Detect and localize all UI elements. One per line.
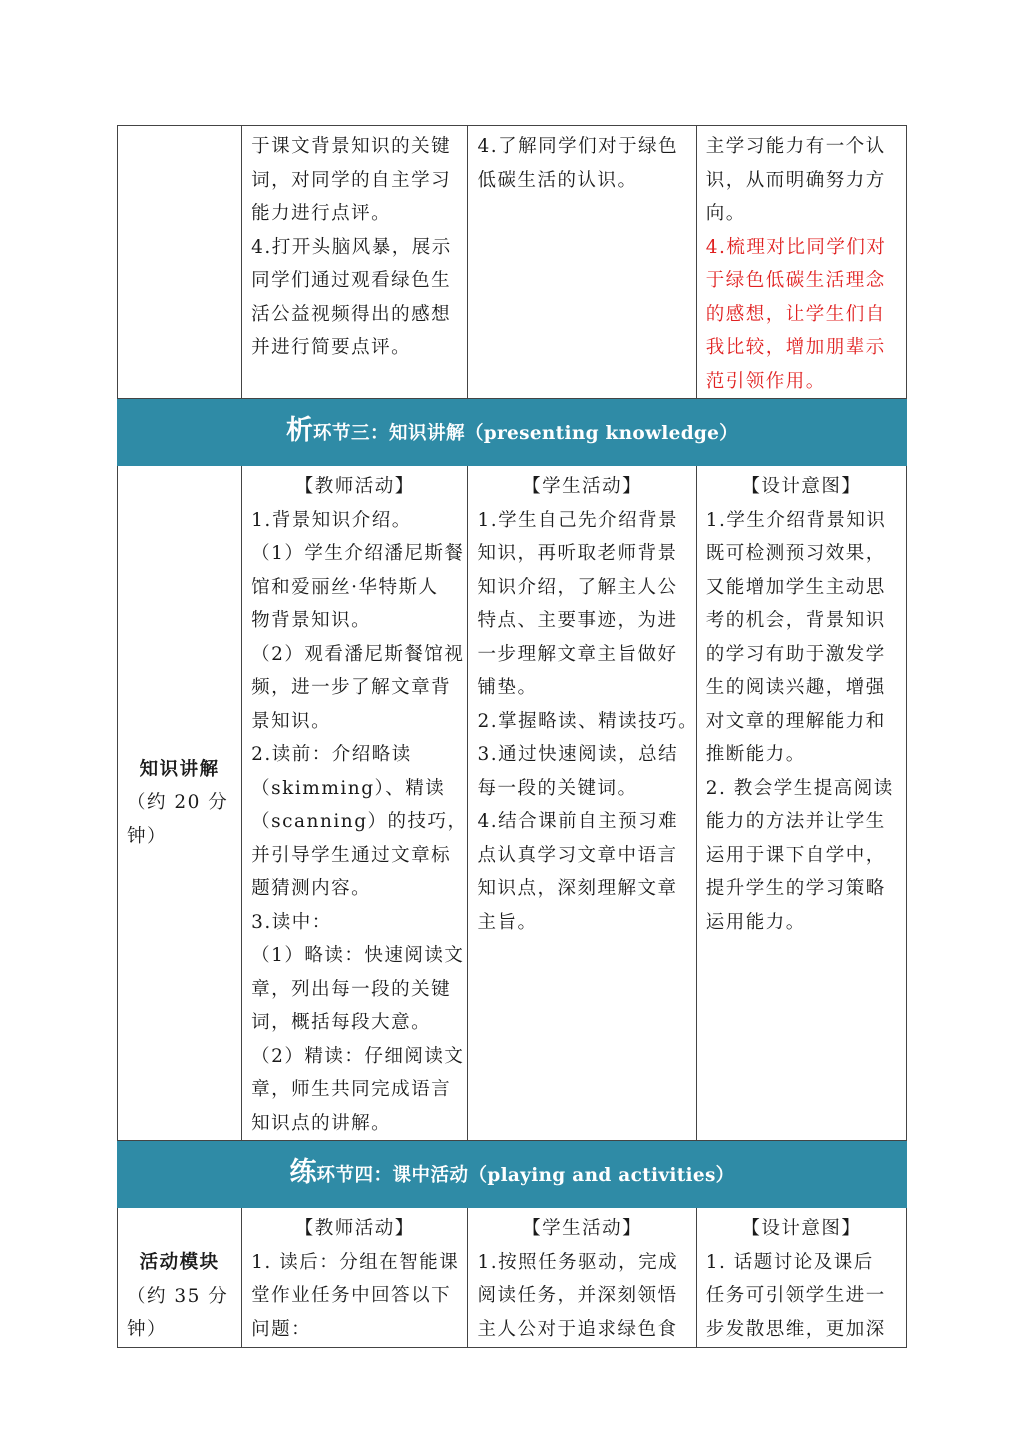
text-line: 馆和爱丽丝·华特斯人 (251, 576, 439, 598)
text-line: 2.读前：介绍略读 (251, 744, 412, 765)
text-line: （2）观看潘尼斯餐馆视 (251, 643, 465, 665)
module-time: （约 20 分 (127, 792, 229, 814)
text-line: 点认真学习文章中语言 (477, 844, 678, 866)
text-line: 问题： (251, 1318, 312, 1340)
text-line: 阅读任务，并深刻领悟 (477, 1285, 678, 1306)
text-line: 并引导学生通过文章标 (251, 844, 452, 866)
table-row (118, 466, 907, 1141)
text-line: 1.学生自己先介绍背景 (477, 509, 679, 531)
text-line: 能力的方法并让学生 (705, 811, 886, 832)
column-header: 【设计意图】 (741, 1218, 862, 1239)
module-cell (118, 126, 242, 399)
section-header-band (118, 399, 907, 466)
text-line: 于课文背景知识的关键 (251, 136, 452, 157)
column-header: 【教师活动】 (294, 476, 415, 497)
student-activity-cell (468, 126, 696, 399)
table-row (118, 126, 907, 399)
section-header-band (118, 1141, 907, 1208)
text-line: 推断能力。 (705, 744, 806, 765)
highlight-text-line: 4.梳理对比同学们对 (705, 236, 887, 258)
text-line: 词，对同学的自主学习 (251, 169, 452, 191)
text-line: 运用能力。 (705, 911, 806, 933)
text-line: 频，进一步了解文章背 (251, 677, 452, 698)
text-line: 一步理解文章主旨做好 (477, 643, 678, 665)
design-intent-cell (696, 466, 906, 1141)
table-row (118, 1208, 907, 1348)
module-time: （约 35 分 (127, 1285, 229, 1307)
highlight-text-line: 的感想，让学生们自 (705, 303, 886, 325)
text-line: 堂作业任务中回答以下 (251, 1285, 452, 1306)
column-header: 【教师活动】 (294, 1218, 415, 1239)
text-line: 章，师生共同完成语言 (251, 1079, 452, 1100)
text-line: 4.打开头脑风暴，展示 (251, 236, 452, 258)
text-line: 2. 教会学生提高阅读 (705, 777, 894, 799)
student-activity-cell (468, 466, 699, 1141)
highlight-text-line: 范引领作用。 (705, 370, 826, 392)
design-intent-cell (696, 1208, 906, 1348)
text-line: 3.通过快速阅读，总结 (477, 744, 679, 765)
text-line: 步发散思维，更加深 (705, 1318, 886, 1340)
text-line: 考的机会，背景知识 (705, 610, 886, 631)
module-time: 钟） (127, 825, 168, 847)
text-line: 1.背景知识介绍。 (251, 509, 412, 531)
text-line: 1.学生介绍背景知识 (705, 509, 887, 531)
text-line: 知识点的讲解。 (251, 1112, 392, 1134)
column-header: 【设计意图】 (741, 476, 862, 497)
text-line: （1）略读：快速阅读文 (251, 945, 465, 966)
text-line: 能力进行点评。 (251, 203, 392, 224)
teacher-activity-cell (242, 466, 468, 1141)
text-line: （2）精读：仔细阅读文 (251, 1045, 465, 1067)
text-line: 主旨。 (477, 911, 538, 933)
section-glyph: 练 (289, 1156, 317, 1188)
section-title: 环节三：知识讲解 (312, 422, 465, 444)
text-line: （skimming）、精读 (251, 777, 446, 799)
text-line: （scanning）的技巧， (251, 811, 468, 832)
text-line: 1. 话题讨论及课后 (705, 1251, 874, 1273)
text-line: 景知识。 (251, 710, 332, 732)
text-line: 低碳生活的认识。 (477, 169, 638, 191)
column-header: 【学生活动】 (522, 476, 643, 497)
text-line: （1）学生介绍潘尼斯餐 (251, 543, 465, 564)
text-line: 知识介绍，了解主人公 (477, 576, 678, 598)
text-line: 3.读中： (251, 911, 332, 933)
text-line: 铺垫。 (477, 677, 538, 698)
text-line: 主人公对于追求绿色食 (477, 1318, 678, 1340)
text-line: 1.按照任务驱动，完成 (477, 1251, 679, 1273)
design-intent-cell (696, 126, 906, 399)
section-title: 环节四：课中活动 (316, 1164, 469, 1186)
section-title-en: （playing and activities） (468, 1164, 735, 1186)
text-line: 对文章的理解能力和 (705, 710, 886, 732)
text-line: 知识，再听取老师背景 (477, 543, 678, 564)
text-line: 物背景知识。 (251, 610, 372, 631)
module-label: 活动模块 (139, 1252, 220, 1273)
text-line: 1. 读后：分组在智能课 (251, 1251, 460, 1273)
text-line: 词，概括每段大意。 (251, 1012, 432, 1033)
text-line: 4.结合课前自主预习难 (477, 811, 679, 832)
student-activity-cell (468, 1208, 696, 1348)
text-line: 又能增加学生主动思 (705, 576, 886, 598)
section-title-en: （presenting knowledge） (464, 422, 739, 444)
text-line: 运用于课下自学中， (705, 844, 886, 866)
teacher-activity-cell (242, 126, 468, 399)
section-header (118, 399, 907, 466)
module-label: 知识讲解 (139, 758, 220, 780)
text-line: 活公益视频得出的感想 (251, 303, 452, 325)
text-line: 向。 (705, 203, 746, 224)
highlight-text-line: 于绿色低碳生活理念 (705, 270, 886, 291)
text-line: 知识点，深刻理解文章 (477, 878, 678, 899)
column-header: 【学生活动】 (522, 1218, 643, 1239)
text-line: 生的阅读兴趣，增强 (705, 677, 886, 698)
text-line: 4.了解同学们对于绿色 (477, 136, 679, 157)
module-cell (118, 466, 242, 1141)
text-line: 的学习有助于激发学 (705, 643, 886, 665)
teacher-activity-cell (242, 1208, 468, 1348)
lesson-plan-page (117, 125, 907, 1348)
section-glyph: 析 (285, 414, 313, 446)
text-line: 2.掌握略读、精读技巧。 (477, 710, 699, 732)
text-line: 识，从而明确努力方 (705, 169, 886, 191)
text-line: 题猜测内容。 (251, 878, 372, 899)
module-time: 钟） (127, 1319, 168, 1340)
highlight-text-line: 我比较，增加朋辈示 (705, 337, 886, 358)
text-line: 提升学生的学习策略 (705, 878, 886, 899)
text-line: 特点、主要事迹，为进 (477, 610, 678, 631)
text-line: 任务可引领学生进一 (705, 1285, 886, 1306)
lesson-plan-table (117, 125, 907, 1348)
text-line: 既可检测预习效果， (705, 543, 886, 564)
text-line: 主学习能力有一个认 (705, 136, 886, 157)
text-line: 每一段的关键词。 (477, 777, 638, 799)
text-line: 章，列出每一段的关键 (251, 978, 452, 1000)
text-line: 并进行简要点评。 (251, 337, 412, 358)
section-header (118, 1141, 907, 1208)
text-line: 同学们通过观看绿色生 (251, 270, 452, 291)
module-cell (118, 1208, 242, 1348)
